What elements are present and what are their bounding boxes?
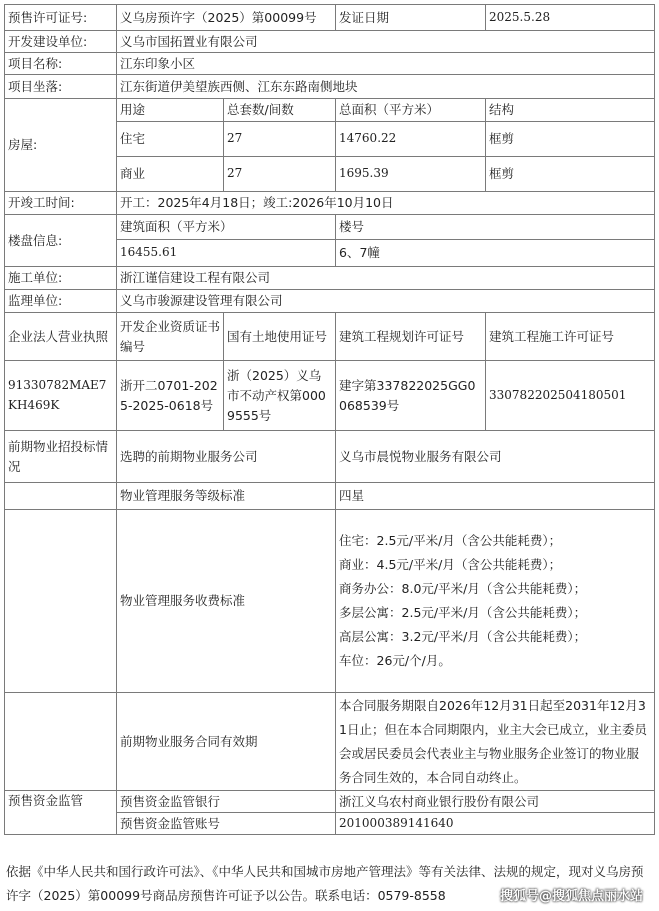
fee-item: 商务办公：8.0元/平米/月（含公共能耗费）； [339,581,587,596]
footer-notice: 依据《中华人民共和国行政许可法》、《中华人民共和国城市房地产管理法》等有关法律、法规的规定，现对义乌房预许字（2025）第00099号商品房预售许可证予以公告。联系电话：0579-8558 [6,864,644,903]
project-name-label: 项目名称: [5,53,117,75]
housing-header-use: 用途 [117,99,224,122]
contractor-value: 浙江谨信建设工程有限公司 [117,267,655,290]
project-name-value: 江东印象小区 [117,53,655,75]
construction-time-value: 开工：2025年4月18日；竣工:2026年10月10日 [117,192,655,215]
blank-cell [5,693,117,791]
license-header: 国有土地使用证号 [224,313,336,361]
blank-cell [5,483,117,510]
funds-label: 预售资金监管 [5,791,117,835]
construction-time-row [5,192,655,215]
property-fee-row [5,510,655,693]
developer-row [5,31,655,53]
blank-cell [5,510,117,693]
location-row [5,75,655,99]
property-fee-list [336,510,655,693]
permit-label: 预售许可证号: [5,5,117,31]
housing-cell: 框剪 [486,122,655,157]
supervisor-label: 监理单位: [5,290,117,313]
property-company-label: 选聘的前期物业服务公司 [117,431,336,483]
housing-cell: 商业 [117,157,224,192]
funds-account-value: 201000389141640 [336,813,655,835]
property-contract-value: 本合同服务期限自2026年12月31日起至2031年12月31日止；但在本合同期限内，业主大会已成立，业主委员会或居民委员会代表业主与物业服务企业签订的物业服务合同生效的，本合同自动终止。 [336,693,655,791]
license-value: 建字第337822025GG0068539号 [336,361,486,431]
housing-cell: 1695.39 [336,157,486,192]
developer-label: 开发建设单位: [5,31,117,53]
housing-header-area: 总面积（平方米） [336,99,486,122]
license-value: 330782202504180501 [486,361,655,431]
housing-header-structure: 结构 [486,99,655,122]
fee-item: 车位：26元/个/月。 [339,653,451,668]
property-grade-row [5,483,655,510]
fee-item: 商业：4.5元/平米/月（含公共能耗费）； [339,557,562,572]
building-area-value: 16455.61 [117,240,336,267]
construction-time-label: 开竣工时间: [5,192,117,215]
license-header: 开发企业资质证书编号 [117,313,224,361]
license-header: 企业法人营业执照 [5,313,117,361]
housing-label: 房屋: [5,99,117,192]
contractor-row [5,267,655,290]
housing-cell: 14760.22 [336,122,486,157]
fee-item: 多层公寓：2.5元/平米/月（含公共能耗费）； [339,605,587,620]
property-grade-value: 四星 [336,483,655,510]
permit-value: 义乌房预许字（2025）第00099号 [117,5,336,31]
housing-cell: 27 [224,122,336,157]
presale-permit-table [4,4,655,835]
supervisor-row [5,290,655,313]
building-number-value: 6、7幢 [336,240,655,267]
housing-cell: 27 [224,157,336,192]
building-area-label: 建筑面积（平方米） [117,215,336,240]
funds-bank-value: 浙江义乌农村商业银行股份有限公司 [336,791,655,813]
housing-header-count: 总套数/间数 [224,99,336,122]
license-header-row [5,313,655,361]
project-name-row [5,53,655,75]
license-value: 91330782MAE7KH469K [5,361,117,431]
property-contract-label: 前期物业服务合同有效期 [117,693,336,791]
location-value: 江东街道伊美望族西侧、江东东路南侧地块 [117,75,655,99]
building-info-label: 楼盘信息: [5,215,117,267]
license-header: 建筑工程规划许可证号 [336,313,486,361]
property-grade-label: 物业管理服务等级标准 [117,483,336,510]
location-label: 项目坐落: [5,75,117,99]
license-value: 浙（2025）义乌市不动产权第0009555号 [224,361,336,431]
property-fee-label: 物业管理服务收费标准 [117,510,336,693]
watermark: 搜狐号@搜狐焦点丽水站 [499,889,643,904]
housing-header-row [5,99,655,122]
housing-cell: 框剪 [486,157,655,192]
issue-date-value: 2025.5.28 [486,5,655,31]
supervisor-value: 义乌市骏源建设管理有限公司 [117,290,655,313]
building-number-label: 楼号 [336,215,655,240]
permit-row [5,5,655,31]
license-value: 浙开二0701-2025-2025-0618号 [117,361,224,431]
fee-item: 住宅：2.5元/平米/月（含公共能耗费）； [339,533,562,548]
building-info-header-row [5,215,655,240]
fee-item: 高层公寓：3.2元/平米/月（含公共能耗费）； [339,629,587,644]
property-company-value: 义乌市晨悦物业服务有限公司 [336,431,655,483]
developer-value: 义乌市国拓置业有限公司 [117,31,655,53]
property-company-row [5,431,655,483]
license-header: 建筑工程施工许可证号 [486,313,655,361]
property-tender-label: 前期物业招投标情况 [5,431,117,483]
housing-cell: 住宅 [117,122,224,157]
license-value-row [5,361,655,431]
funds-account-label: 预售资金监管账号 [117,813,336,835]
issue-date-label: 发证日期 [336,5,486,31]
property-contract-row [5,693,655,791]
contractor-label: 施工单位: [5,267,117,290]
funds-bank-row [5,791,655,813]
funds-bank-label: 预售资金监管银行 [117,791,336,813]
